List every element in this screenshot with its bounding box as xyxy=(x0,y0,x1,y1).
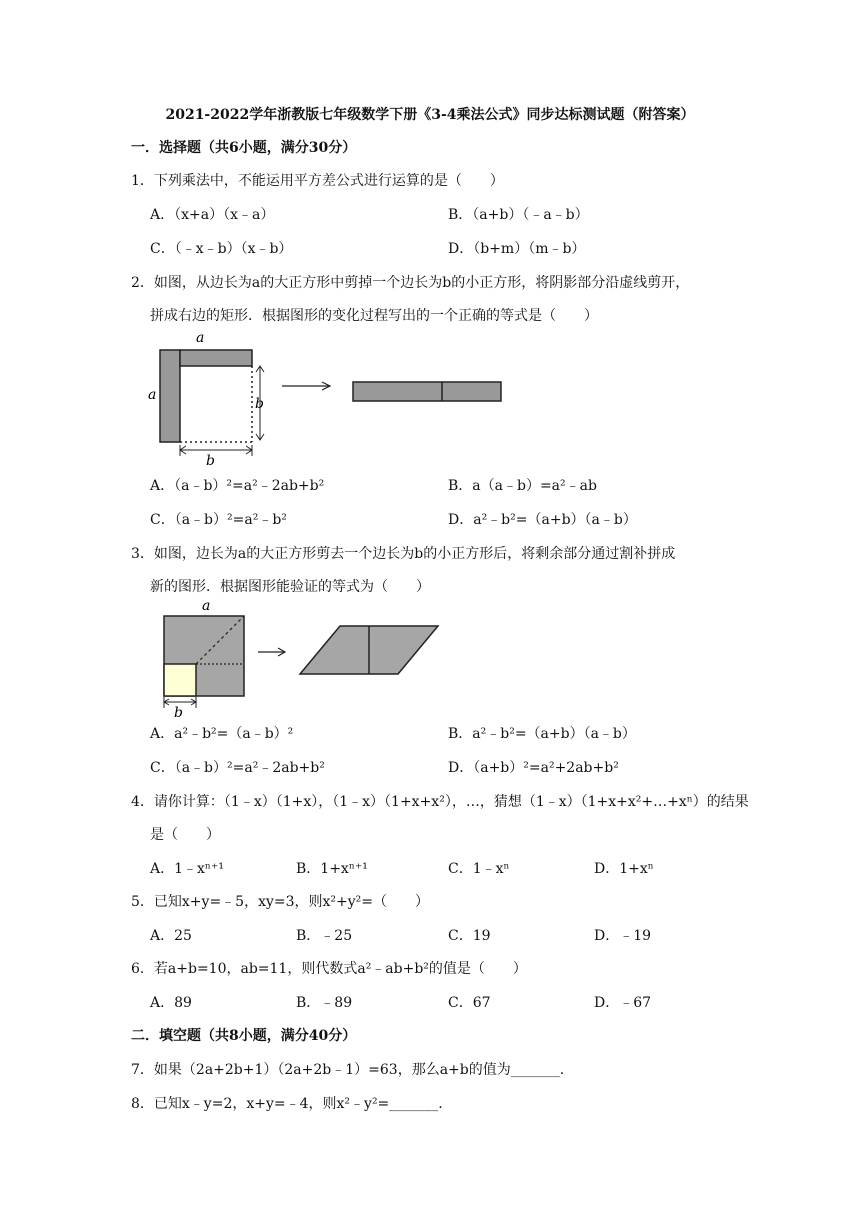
question-5-option-b: B．﹣25 xyxy=(296,928,353,944)
question-6-option-c: C．67 xyxy=(448,995,491,1011)
question-1-option-a: A．（x+a）（x﹣a） xyxy=(150,207,275,223)
q2-left-strip xyxy=(160,350,180,442)
question-1-option-c: C．（﹣x﹣b）（x﹣b） xyxy=(150,241,293,257)
question-5-option-d: D．﹣19 xyxy=(594,928,652,944)
q3-label-a: a xyxy=(202,598,211,614)
q3-label-b: b xyxy=(174,705,183,721)
question-3-option-b: B．a²﹣b²=（a+b）（a﹣b） xyxy=(448,726,636,742)
question-5-option-c: C．19 xyxy=(448,928,491,944)
question-3-option-a: A．a²﹣b²=（a﹣b）² xyxy=(150,726,294,742)
question-4-stem-line1: 4．请你计算：（1﹣x）（1+x），（1﹣x）（1+x+x²），…，猜想（1﹣x）（1+x+x²+…+xⁿ）的结果 xyxy=(131,794,749,810)
document-title: 2021-2022学年浙教版七年级数学下册《3-4乘法公式》同步达标测试题（附答案） xyxy=(165,107,695,123)
question-4-option-d: D．1+xⁿ xyxy=(594,861,654,877)
q2-label-a-top: a xyxy=(196,330,205,346)
question-6-option-d: D．﹣67 xyxy=(594,995,652,1011)
question-8-stem: 8．已知x﹣y=2，x+y=﹣4，则x²﹣y²=_______. xyxy=(131,1096,443,1112)
question-3-option-c: C．（a﹣b）²=a²﹣2ab+b² xyxy=(150,760,325,776)
question-1-stem: 1．下列乘法中，不能运用平方差公式进行运算的是（ ） xyxy=(131,173,504,189)
question-3-figure xyxy=(140,598,460,721)
question-5-stem: 5．已知x+y=﹣5，xy=3，则x²+y²=（ ） xyxy=(131,894,430,910)
question-4-option-c: C．1﹣xⁿ xyxy=(448,861,510,877)
question-2-stem-line1: 2．如图，从边长为a的大正方形中剪掉一个边长为b的小正方形，将阴影部分沿虚线剪开， xyxy=(131,275,690,291)
q2-result-rectangle xyxy=(353,382,501,401)
question-3-stem-line1: 3．如图，边长为a的大正方形剪去一个边长为b的小正方形后，将剩余部分通过割补拼成 xyxy=(131,546,676,562)
question-2-option-c: C．（a﹣b）²=a²﹣b² xyxy=(150,512,287,528)
question-5-option-a: A．25 xyxy=(150,928,192,944)
q2-label-b-right: b xyxy=(255,396,264,412)
question-1-option-b: B．（a+b）（﹣a﹣b） xyxy=(448,207,589,223)
section-heading-fill: 二．填空题（共8小题，满分40分） xyxy=(131,1028,357,1044)
question-4-stem-line2: 是（ ） xyxy=(150,827,220,843)
question-4-option-b: B．1+xⁿ⁺¹ xyxy=(296,861,368,877)
question-2-stem-line2: 拼成右边的矩形．根据图形的变化过程写出的一个正确的等式是（ ） xyxy=(150,308,598,324)
q3-small-square xyxy=(164,664,196,696)
question-2-option-a: A．（a﹣b）²=a²﹣2ab+b² xyxy=(150,478,325,494)
q2-top-strip xyxy=(180,350,252,366)
question-2-figure xyxy=(140,328,520,468)
question-7-stem: 7．如果（2a+2b+1）（2a+2b﹣1）=63，那么a+b的值为_______. xyxy=(131,1062,565,1078)
question-4-option-a: A．1﹣xⁿ⁺¹ xyxy=(150,861,224,877)
question-6-option-a: A．89 xyxy=(150,995,192,1011)
q2-label-a-left: a xyxy=(148,387,157,403)
question-1-option-d: D．（b+m）（m﹣b） xyxy=(448,241,586,257)
question-6-option-b: B．﹣89 xyxy=(296,995,353,1011)
question-2-option-d: D．a²﹣b²=（a+b）（a﹣b） xyxy=(448,512,637,528)
question-3-option-d: D．（a+b）²=a²+2ab+b² xyxy=(448,760,619,776)
section-heading-choice: 一．选择题（共6小题，满分30分） xyxy=(131,140,357,156)
q2-label-b-bottom: b xyxy=(206,453,215,469)
question-3-stem-line2: 新的图形．根据图形能验证的等式为（ ） xyxy=(150,579,430,595)
question-2-option-b: B．a（a﹣b）=a²﹣ab xyxy=(448,478,597,494)
question-6-stem: 6．若a+b=10，ab=11，则代数式a²﹣ab+b²的值是（ ） xyxy=(131,961,527,977)
